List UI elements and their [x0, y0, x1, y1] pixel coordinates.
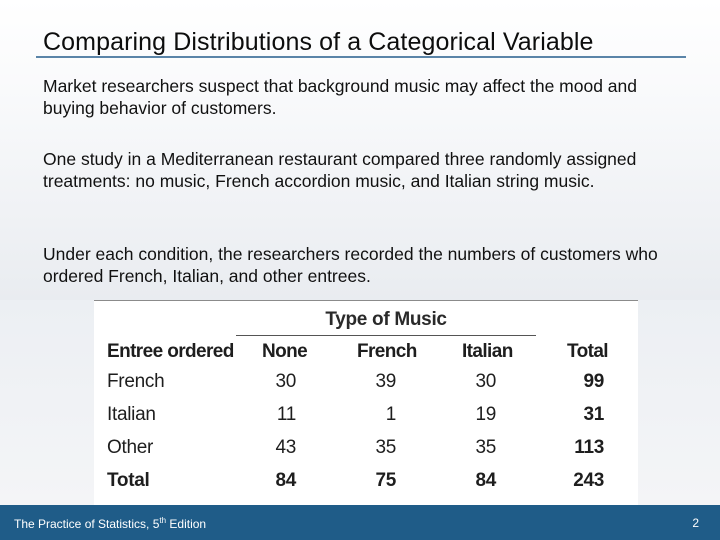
table-spanning-header: Type of Music: [325, 309, 447, 330]
footer-book-title-text: The Practice of Statistics, 5: [14, 517, 160, 531]
table-cell-total: 84: [275, 470, 296, 491]
table-spanning-rule: [236, 335, 536, 336]
table-cell: 30: [475, 371, 496, 392]
table-cell: 1: [385, 404, 396, 425]
table-row: [94, 371, 638, 404]
table-cell: 19: [475, 404, 496, 425]
table-cell: 35: [375, 437, 396, 458]
table-cell-total: 31: [583, 404, 604, 425]
table-cell: 30: [275, 371, 296, 392]
table-cell-total: 75: [375, 470, 396, 491]
column-header-total: Total: [567, 341, 608, 362]
title-underline: [36, 56, 686, 58]
table-row: [94, 437, 638, 470]
page-number: 2: [692, 516, 699, 530]
row-label: Other: [107, 437, 154, 458]
table-cell: 39: [375, 371, 396, 392]
paragraph-intro: Market researchers suspect that background music may affect the mood and buying behavior of customers.: [43, 76, 638, 118]
table-row-total: [94, 470, 638, 503]
table-header-row: [94, 341, 638, 371]
paragraph-conditions: Under each condition, the researchers recorded the numbers of customers who ordered French, Italian, and other entrees.: [43, 244, 658, 286]
table-cell-total: 99: [583, 371, 604, 392]
table-cell: 11: [276, 404, 296, 425]
table-row: [94, 404, 638, 437]
table-cell-grand-total: 243: [573, 470, 604, 491]
paragraph-study: One study in a Mediterranean restaurant compared three randomly assigned treatments: no music, French accordion music, and Italian string music.: [43, 149, 637, 191]
footer-bar: [0, 505, 720, 540]
column-header-french: French: [357, 341, 417, 362]
row-label-total: Total: [107, 470, 150, 491]
row-label: French: [107, 371, 165, 392]
column-header-none: None: [262, 341, 308, 362]
column-header-italian: Italian: [462, 341, 513, 362]
slide-background-left: [0, 300, 94, 505]
slide-title: Comparing Distributions of a Categorical Variable: [43, 28, 594, 56]
row-header-label: Entree ordered: [107, 341, 234, 362]
table-cell-total: 84: [475, 470, 496, 491]
footer-book-title: [14, 516, 206, 531]
row-label: Italian: [107, 404, 156, 425]
table-cell: 43: [275, 437, 296, 458]
footer-edition-superscript: th: [159, 516, 167, 525]
slide-background-right: [638, 300, 720, 505]
footer-edition-word: Edition: [166, 517, 207, 531]
table-cell-total: 113: [574, 437, 604, 458]
two-way-table: [94, 300, 638, 500]
table-cell: 35: [475, 437, 496, 458]
